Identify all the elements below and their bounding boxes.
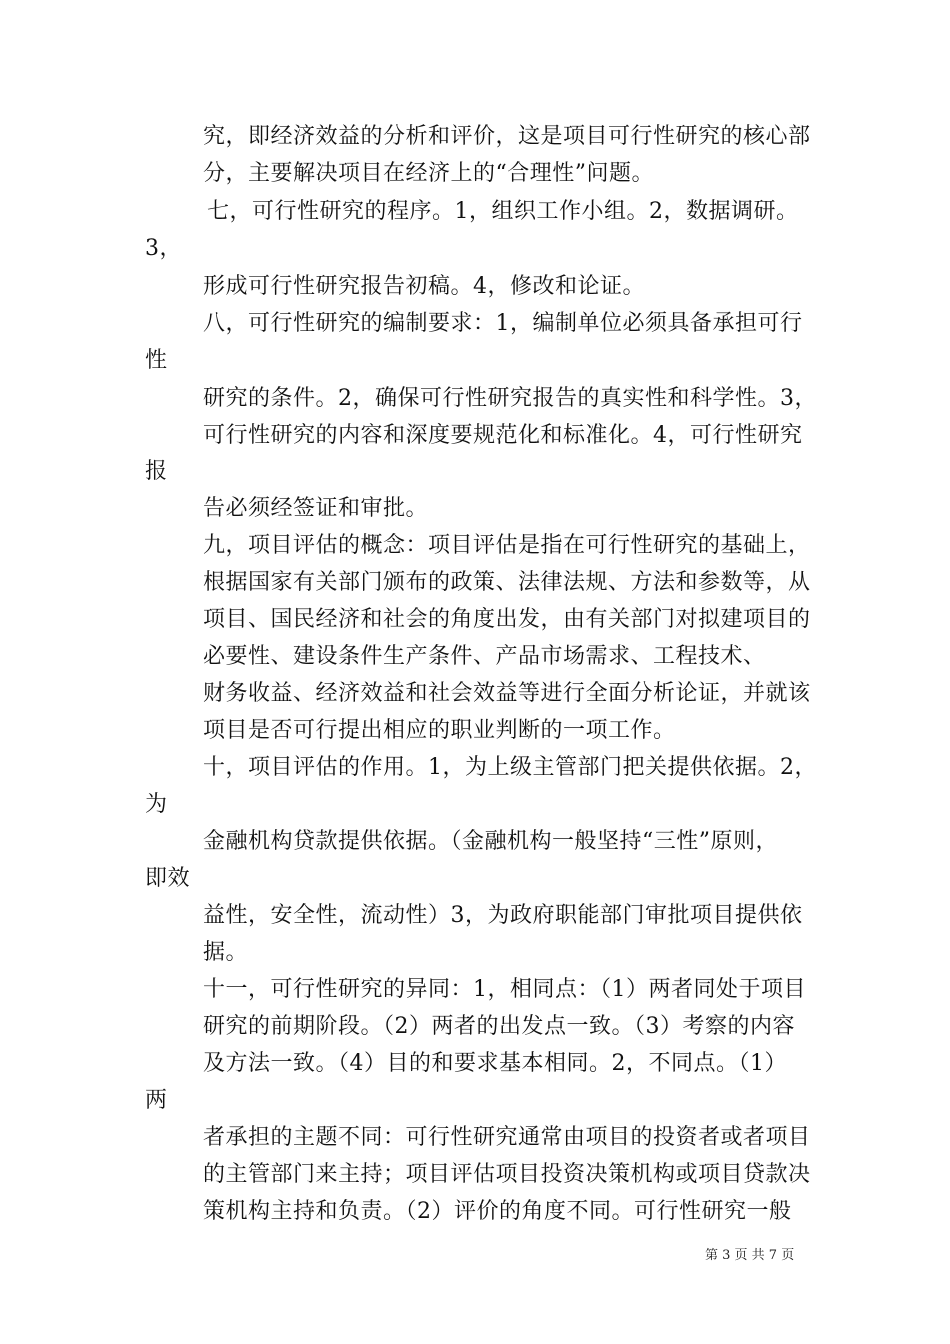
- text-line: 项目、国民经济和社会的角度出发，由有关部门对拟建项目的: [203, 607, 811, 632]
- page-number: 第 3 页 共 7 页: [705, 1248, 795, 1263]
- text-line: 者承担的主题不同：可行性研究通常由项目的投资者或者项目: [203, 1125, 811, 1150]
- text-line: 九，项目评估的概念：项目评估是指在可行性研究的基础上，: [203, 533, 811, 558]
- text-line: 分，主要解决项目在经济上的“合理性”问题。: [203, 161, 654, 186]
- text-line: 性: [145, 348, 168, 373]
- text-line: 财务收益、经济效益和社会效益等进行全面分析论证，并就该: [203, 681, 811, 706]
- text-line: 十一，可行性研究的异同：1，相同点：（1）两者同处于项目: [203, 977, 806, 1002]
- text-line: 即效: [145, 866, 191, 891]
- text-line: 八，可行性研究的编制要求：1，编制单位必须具备承担可行: [203, 311, 803, 336]
- text-line: 及方法一致。（4）目的和要求基本相同。2，不同点。（1）: [203, 1051, 787, 1076]
- text-line: 研究的条件。2，确保可行性研究报告的真实性和科学性。3，: [203, 386, 817, 411]
- text-line: 金融机构贷款提供依据。（金融机构一般坚持“三性”原则，: [203, 829, 778, 854]
- text-line: 究，即经济效益的分析和评价，这是项目可行性研究的核心部: [203, 124, 811, 149]
- text-line: 七，可行性研究的程序。1，组织工作小组。2，数据调研。: [207, 199, 799, 224]
- text-line: 形成可行性研究报告初稿。4，修改和论证。: [203, 274, 645, 299]
- text-line: 两: [145, 1088, 168, 1113]
- text-line: 十，项目评估的作用。1，为上级主管部门把关提供依据。2，: [203, 755, 817, 780]
- text-line: 告必须经签证和审批。: [203, 496, 429, 521]
- text-line: 为: [145, 792, 168, 817]
- text-line: 可行性研究的内容和深度要规范化和标准化。4，可行性研究: [203, 423, 803, 448]
- text-line: 的主管部门来主持；项目评估项目投资决策机构或项目贷款决: [203, 1162, 811, 1187]
- text-line: 根据国家有关部门颁布的政策、法律法规、方法和参数等，从: [203, 570, 811, 595]
- text-line: 项目是否可行提出相应的职业判断的一项工作。: [203, 718, 676, 743]
- text-line: 策机构主持和负责。（2）评价的角度不同。可行性研究一般: [203, 1199, 792, 1224]
- text-line: 必要性、建设条件生产条件、产品市场需求、工程技术、: [203, 644, 766, 669]
- text-line: 益性，安全性，流动性）3，为政府职能部门审批项目提供依: [203, 903, 803, 928]
- text-line: 研究的前期阶段。（2）两者的出发点一致。（3）考察的内容: [203, 1014, 795, 1039]
- text-line: 据。: [203, 940, 249, 965]
- text-line: 3，: [145, 236, 182, 261]
- text-line: 报: [145, 459, 168, 484]
